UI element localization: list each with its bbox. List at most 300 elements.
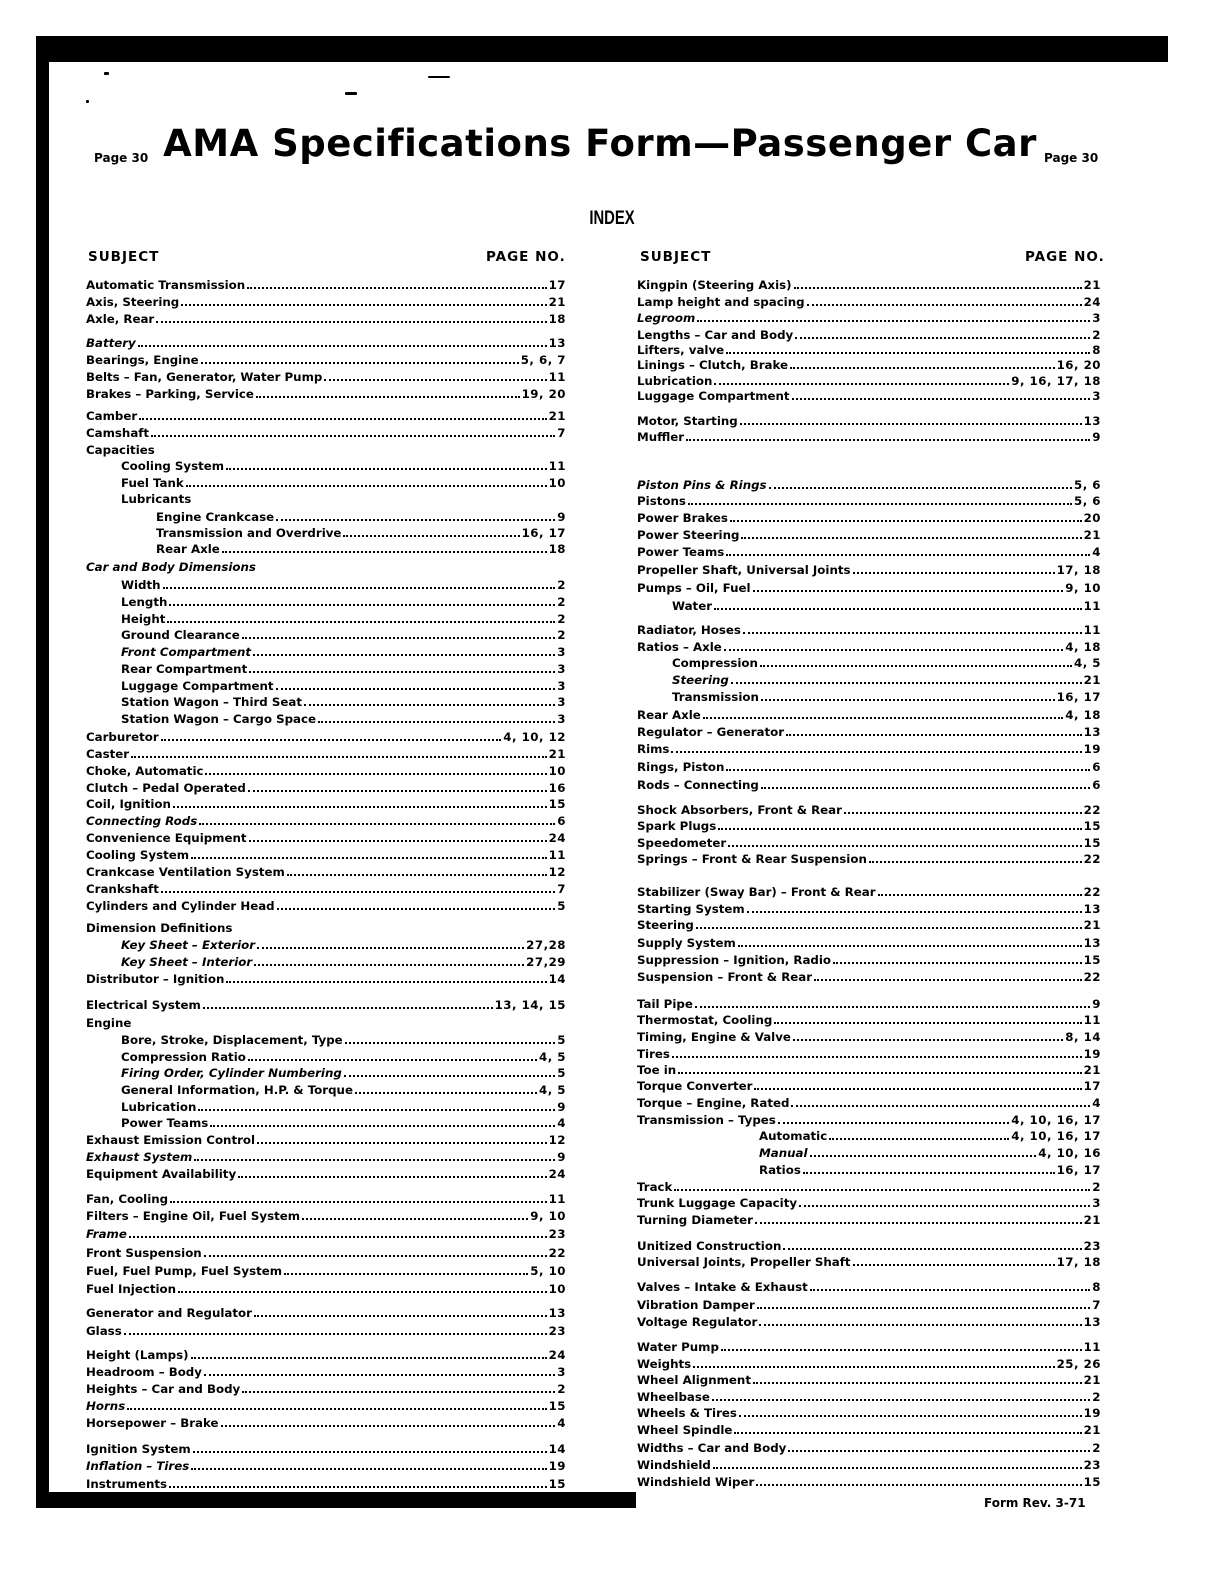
dot-leader: [807, 304, 1082, 306]
dot-leader: [788, 1450, 1090, 1452]
index-entry-page: 24: [548, 831, 566, 845]
index-entry-page: 3: [1092, 1196, 1101, 1210]
index-entry: [637, 1126, 1101, 1143]
index-entry: [637, 739, 1101, 756]
index-entry-subject: Crankshaft: [86, 882, 159, 896]
index-entry: [86, 557, 566, 574]
index-entry-subject: Brakes – Parking, Service: [86, 387, 254, 401]
index-entry-page: 19: [1083, 742, 1101, 756]
dot-leader: [756, 1484, 1081, 1486]
index-entry-subject: Linings – Clutch, Brake: [637, 358, 788, 372]
dot-leader: [810, 1289, 1090, 1291]
index-entry: [86, 845, 566, 862]
dot-leader: [191, 1468, 546, 1470]
index-entry: [86, 440, 566, 457]
index-entry-page: 24: [548, 1348, 566, 1362]
index-entry-subject: Pistons: [637, 494, 686, 508]
dot-leader: [201, 362, 519, 364]
index-entry: [637, 653, 1101, 670]
index-entry-subject: Power Steering: [637, 528, 740, 542]
index-entry: [637, 933, 1101, 950]
dot-leader: [674, 1189, 1090, 1191]
index-entry-page: 9, 16, 17, 18: [1011, 374, 1101, 388]
index-entry: [637, 1252, 1101, 1269]
index-entry-page: 10: [548, 476, 566, 490]
index-entry-page: 2: [557, 612, 566, 626]
index-entry-page: 23: [1083, 1239, 1101, 1253]
index-entry-subject: Fan, Cooling: [86, 1192, 169, 1206]
index-entry-subject: Tail Pipe: [637, 997, 693, 1011]
dot-leader: [759, 1324, 1081, 1326]
index-entry: [86, 473, 566, 490]
index-entry: [86, 676, 566, 693]
dot-leader: [730, 520, 1082, 522]
index-entry-subject: Radiator, Hoses: [637, 623, 741, 637]
dot-leader: [747, 911, 1082, 913]
dot-leader: [249, 840, 547, 842]
index-entry: [86, 952, 566, 969]
dot-leader: [712, 1399, 1090, 1401]
dot-leader: [753, 1382, 1082, 1384]
index-entry: [637, 508, 1101, 525]
index-entry-subject: Lubrication: [121, 1100, 197, 1114]
index-entry-page: 22: [1083, 885, 1101, 899]
index-entry: [637, 427, 1101, 444]
index-entry-page: 3: [1092, 311, 1101, 325]
index-entry: [637, 1160, 1101, 1177]
index-entry-subject: Key Sheet – Exterior: [121, 938, 256, 952]
index-entry: [86, 292, 566, 309]
index-entry: [86, 1147, 566, 1164]
index-entry-page: 11: [1083, 1013, 1101, 1027]
index-entry-subject: Starting System: [637, 902, 745, 916]
index-entry: [86, 1345, 566, 1362]
index-entry-page: 15: [1083, 1475, 1101, 1489]
index-entry: [637, 1403, 1101, 1420]
dot-leader: [726, 769, 1090, 771]
index-entry: [86, 692, 566, 709]
index-entry: [637, 1455, 1101, 1472]
index-entry-subject: Rods – Connecting: [637, 778, 759, 792]
dot-leader: [304, 704, 555, 706]
dot-leader: [739, 1415, 1082, 1417]
index-entry: [637, 722, 1101, 739]
index-heading: INDEX: [589, 208, 635, 229]
index-entry-subject: Springs – Front & Rear Suspension: [637, 852, 867, 866]
index-entry-subject: Lengths – Car and Body: [637, 328, 794, 342]
index-entry-page: 15: [548, 1477, 566, 1491]
index-entry: [86, 1063, 566, 1080]
index-entry: [637, 1387, 1101, 1404]
right-subject-header: SUBJECT: [640, 249, 712, 265]
left-subject-header: SUBJECT: [88, 249, 160, 265]
index-entry-subject: Toe in: [637, 1063, 677, 1077]
dot-leader: [755, 1222, 1082, 1224]
dot-leader: [734, 1432, 1081, 1434]
index-entry-page: 2: [557, 595, 566, 609]
index-entry-page: 15: [548, 797, 566, 811]
dot-leader: [803, 1172, 1055, 1174]
index-entry-page: 3: [557, 712, 566, 726]
index-entry: [86, 1189, 566, 1206]
index-entry-subject: Axis, Steering: [86, 295, 180, 309]
index-entry-subject: Propeller Shaft, Universal Joints: [637, 563, 851, 577]
page-number-left: Page 30: [94, 151, 149, 165]
index-entry-page: 5: [557, 899, 566, 913]
dot-leader: [786, 734, 1082, 736]
index-entry: [637, 1370, 1101, 1387]
index-entry: [637, 1076, 1101, 1093]
dot-leader: [795, 337, 1090, 339]
index-entry-page: 19, 20: [521, 387, 566, 401]
index-entry-page: 21: [1083, 1423, 1101, 1437]
index-entry-page: 11: [1083, 1340, 1101, 1354]
dot-leader: [203, 1007, 493, 1009]
index-entry: [637, 1312, 1101, 1329]
index-entry-page: 9, 10: [530, 1209, 566, 1223]
index-entry-subject: Piston Pins & Rings: [637, 478, 767, 492]
dot-leader: [277, 908, 556, 910]
index-entry-subject: Rear Axle: [637, 708, 701, 722]
index-entry-page: 12: [548, 865, 566, 879]
index-entry-subject: Thermostat, Cooling: [637, 1013, 773, 1027]
dot-leader: [731, 682, 1082, 684]
index-entry-page: 7: [1092, 1298, 1101, 1312]
index-entry-page: 18: [548, 542, 566, 556]
index-entry: [86, 1362, 566, 1379]
index-entry-page: 13, 14, 15: [494, 998, 566, 1012]
index-entry-page: 13: [1083, 902, 1101, 916]
dot-leader: [248, 790, 547, 792]
index-entry-page: 3: [557, 645, 566, 659]
index-entry: [86, 309, 566, 326]
dot-leader: [257, 1142, 547, 1144]
dot-leader: [696, 927, 1082, 929]
index-entry-page: 13: [1083, 936, 1101, 950]
dot-leader: [728, 845, 1081, 847]
index-entry-subject: Horsepower – Brake: [86, 1416, 219, 1430]
index-entry-subject: Headroom – Body: [86, 1365, 202, 1379]
index-entry-subject: Convenience Equipment: [86, 831, 247, 845]
dot-leader: [793, 1039, 1063, 1041]
index-entry-subject: Filters – Engine Oil, Fuel System: [86, 1209, 301, 1223]
dot-leader: [242, 1391, 555, 1393]
dot-leader: [791, 1105, 1090, 1107]
index-entry: [86, 406, 566, 423]
index-entry-subject: Compression Ratio: [121, 1050, 246, 1064]
index-entry-page: 9: [557, 1150, 566, 1164]
index-entry-subject: Engine Crankcase: [156, 510, 275, 524]
index-entry-page: 21: [1083, 1373, 1101, 1387]
dot-leader: [713, 1467, 1082, 1469]
index-entry: [637, 1143, 1101, 1160]
dot-leader: [853, 1264, 1055, 1266]
dot-leader: [222, 551, 547, 553]
dot-leader: [878, 894, 1082, 896]
index-entry-subject: Length: [121, 595, 168, 609]
index-entry-subject: Voltage Regulator: [637, 1315, 758, 1329]
index-entry-page: 2: [557, 1382, 566, 1396]
index-entry-subject: Rings, Piston: [637, 760, 725, 774]
index-entry: [637, 1060, 1101, 1077]
index-entry-page: 4: [557, 1416, 566, 1430]
index-entry: [637, 1010, 1101, 1027]
index-entry-page: 21: [1083, 278, 1101, 292]
dot-leader: [276, 519, 555, 521]
index-entry-subject: Universal Joints, Propeller Shaft: [637, 1255, 851, 1269]
index-entry: [637, 525, 1101, 542]
page-number-right: Page 30: [1044, 151, 1099, 165]
index-entry-subject: Electrical System: [86, 998, 201, 1012]
index-entry-page: 13: [1083, 414, 1101, 428]
dot-leader: [167, 621, 555, 623]
index-entry-page: 21: [1083, 673, 1101, 687]
dot-leader: [869, 861, 1082, 863]
index-entry-subject: Coil, Ignition: [86, 797, 171, 811]
index-entry: [86, 1474, 566, 1491]
index-entry-subject: Exhaust Emission Control: [86, 1133, 256, 1147]
dot-leader: [724, 649, 1064, 651]
index-entry-subject: Torque – Engine, Rated: [637, 1096, 790, 1110]
index-entry: [637, 542, 1101, 559]
index-entry-page: 11: [1083, 599, 1101, 613]
index-entry-subject: Battery: [86, 336, 136, 350]
dot-leader: [248, 1059, 537, 1061]
index-entry: [637, 1027, 1101, 1044]
dot-leader: [790, 367, 1055, 369]
index-entry-page: 2: [1092, 1441, 1101, 1455]
index-entry-page: 3: [557, 662, 566, 676]
index-entry-subject: Suspension – Front & Rear: [637, 970, 813, 984]
index-entry-page: 9, 10: [1065, 581, 1101, 595]
index-entry-page: 5, 6, 7: [520, 353, 566, 367]
index-entry-page: 11: [548, 459, 566, 473]
dot-leader: [743, 632, 1082, 634]
index-entry: [637, 800, 1101, 817]
index-entry-page: 2: [1092, 1180, 1101, 1194]
index-entry-page: 4: [557, 1116, 566, 1130]
index-entry-subject: Ratios: [759, 1163, 801, 1177]
index-entry-page: 10: [548, 1282, 566, 1296]
index-entry: [637, 899, 1101, 916]
index-entry-subject: Steering: [637, 918, 694, 932]
dot-leader: [703, 717, 1064, 719]
index-entry-page: 27,29: [526, 955, 566, 969]
index-entry: [86, 1456, 566, 1473]
index-entry-subject: Water Pump: [637, 1340, 719, 1354]
dot-leader: [344, 1075, 555, 1077]
index-entry-subject: Muffler: [637, 430, 685, 444]
dot-leader: [754, 1088, 1081, 1090]
index-entry-page: 4, 5: [538, 1083, 566, 1097]
index-entry: [86, 1206, 566, 1223]
index-entry: [86, 811, 566, 828]
index-entry: [86, 828, 566, 845]
index-entry-subject: Trunk Luggage Capacity: [637, 1196, 798, 1210]
index-entry-subject: Frame: [86, 1227, 127, 1241]
index-entry-page: 19: [1083, 1047, 1101, 1061]
index-entry-subject: Choke, Automatic: [86, 764, 204, 778]
index-entry: [86, 1303, 566, 1320]
index-entry: [637, 1110, 1101, 1127]
index-entry-subject: Lubrication: [637, 374, 713, 388]
index-entry-subject: Cooling System: [121, 459, 225, 473]
dot-leader: [257, 947, 524, 949]
index-entry: [86, 456, 566, 473]
index-entry-subject: Power Teams: [637, 545, 725, 559]
dot-leader: [718, 828, 1081, 830]
index-entry-subject: Carburetor: [86, 730, 159, 744]
index-entry-subject: Bore, Stroke, Displacement, Type: [121, 1033, 343, 1047]
index-entry: [637, 833, 1101, 850]
index-entry: [86, 1243, 566, 1260]
index-entry-page: 15: [1083, 953, 1101, 967]
index-entry: [637, 1354, 1101, 1371]
dot-leader: [138, 345, 547, 347]
index-entry-page: 5, 10: [530, 1264, 566, 1278]
index-entry-subject: Transmission: [672, 690, 759, 704]
index-entry-page: 23: [1083, 1458, 1101, 1472]
dot-leader: [714, 383, 1009, 385]
index-entry-subject: Compression: [672, 656, 758, 670]
dot-leader: [833, 962, 1082, 964]
index-entry-subject: Camshaft: [86, 426, 150, 440]
index-entry: [637, 1210, 1101, 1227]
index-entry-page: 4, 5: [538, 1050, 566, 1064]
index-entry-page: 4, 18: [1065, 640, 1101, 654]
index-entry: [637, 596, 1101, 613]
dot-leader: [778, 1122, 1009, 1124]
index-entry: [637, 994, 1101, 1011]
dot-leader: [151, 435, 555, 437]
index-entry: [86, 918, 566, 935]
index-entry: [86, 625, 566, 642]
index-entry-page: 17: [548, 278, 566, 292]
index-entry: [86, 489, 566, 506]
index-entry-subject: Stabilizer (Sway Bar) – Front & Rear: [637, 885, 876, 899]
index-entry: [86, 709, 566, 726]
dot-leader: [774, 1022, 1081, 1024]
index-entry: [86, 761, 566, 778]
index-entry-subject: Rear Compartment: [121, 662, 248, 676]
index-entry: [637, 275, 1101, 292]
index-entry: [637, 560, 1101, 577]
dot-leader: [678, 1072, 1081, 1074]
index-entry-subject: Exhaust System: [86, 1150, 193, 1164]
index-entry-subject: Unitized Construction: [637, 1239, 782, 1253]
index-entry-subject: Wheel Alignment: [637, 1373, 751, 1387]
index-entry-subject: Width: [121, 578, 161, 592]
dot-leader: [714, 608, 1082, 610]
index-entry-page: 13: [548, 1306, 566, 1320]
index-entry-page: 4: [1092, 545, 1101, 559]
index-entry-page: 7: [557, 882, 566, 896]
index-entry-page: 22: [1083, 852, 1101, 866]
index-entry-subject: Widths – Car and Body: [637, 1441, 787, 1455]
index-entry-subject: Height (Lamps): [86, 1348, 189, 1362]
dot-leader: [799, 1205, 1090, 1207]
index-entry-subject: Lifters, valve: [637, 343, 725, 357]
index-entry-subject: Belts – Fan, Generator, Water Pump: [86, 370, 323, 384]
dot-leader: [783, 1248, 1081, 1250]
page-title: AMA Specifications Form—Passenger Car: [163, 122, 1037, 165]
index-entry: [637, 705, 1101, 722]
index-entry: [86, 507, 566, 524]
index-entry-subject: Windshield: [637, 1458, 711, 1472]
left-page-header: PAGE NO.: [486, 249, 566, 265]
index-entry-subject: Horns: [86, 1399, 126, 1413]
index-entry-page: 2: [557, 628, 566, 642]
dot-leader: [193, 1451, 547, 1453]
index-entry-page: 16, 17: [521, 526, 566, 540]
index-entry: [637, 1472, 1101, 1489]
dot-leader: [829, 1138, 1009, 1140]
index-entry-page: 4, 10, 16, 17: [1011, 1113, 1101, 1127]
index-entry: [86, 1321, 566, 1338]
index-entry-subject: Luggage Compartment: [637, 389, 790, 403]
index-entry-page: 17: [1083, 1079, 1101, 1093]
index-entry: [637, 637, 1101, 654]
index-entry-page: 2: [1092, 328, 1101, 342]
index-entry-page: 21: [1083, 1213, 1101, 1227]
index-entry-page: 17, 18: [1056, 563, 1101, 577]
index-entry-subject: Automatic Transmission: [86, 278, 246, 292]
index-entry: [86, 1261, 566, 1278]
index-entry-subject: Station Wagon – Third Seat: [121, 695, 302, 709]
dot-leader: [204, 1255, 547, 1257]
index-entry-subject: Windshield Wiper: [637, 1475, 755, 1489]
index-entry: [637, 670, 1101, 687]
dot-leader: [169, 604, 555, 606]
index-entry-page: 3: [557, 695, 566, 709]
index-entry: [637, 1236, 1101, 1253]
dot-leader: [760, 665, 1072, 667]
index-entry-page: 5: [557, 1066, 566, 1080]
dot-leader: [221, 1425, 556, 1427]
index-entry-page: 13: [1083, 725, 1101, 739]
dot-leader: [173, 806, 547, 808]
index-entry-page: 4, 10, 12: [503, 730, 566, 744]
index-entry-subject: Station Wagon – Cargo Space: [121, 712, 316, 726]
index-entry-subject: Regulator – Generator: [637, 725, 785, 739]
index-entry: [86, 333, 566, 350]
dot-leader: [210, 1125, 555, 1127]
index-entry-subject: Car and Body Dimensions: [86, 560, 256, 574]
dot-leader: [740, 423, 1082, 425]
index-entry-page: 2: [1092, 1390, 1101, 1404]
index-entry: [86, 1439, 566, 1456]
index-entry-subject: Wheels & Tires: [637, 1406, 737, 1420]
index-entry-subject: Glass: [86, 1324, 122, 1338]
index-entry: [86, 879, 566, 896]
index-entry: [86, 794, 566, 811]
index-entry-subject: Heights – Car and Body: [86, 1382, 241, 1396]
index-entry-page: 19: [1083, 1406, 1101, 1420]
dot-leader: [695, 1006, 1090, 1008]
dot-leader: [254, 964, 524, 966]
index-entry-page: 9: [1092, 997, 1101, 1011]
index-entry-subject: Cooling System: [86, 848, 190, 862]
index-entry-subject: Distributor – Ignition: [86, 972, 225, 986]
index-entry-subject: Lamp height and spacing: [637, 295, 805, 309]
index-entry-subject: Height: [121, 612, 166, 626]
dot-leader: [343, 535, 519, 537]
dot-leader: [129, 1236, 547, 1238]
index-entry-page: 24: [1083, 295, 1101, 309]
dot-leader: [761, 699, 1055, 701]
index-entry-subject: Instruments: [86, 1477, 168, 1491]
index-entry-subject: Speedometer: [637, 836, 727, 850]
